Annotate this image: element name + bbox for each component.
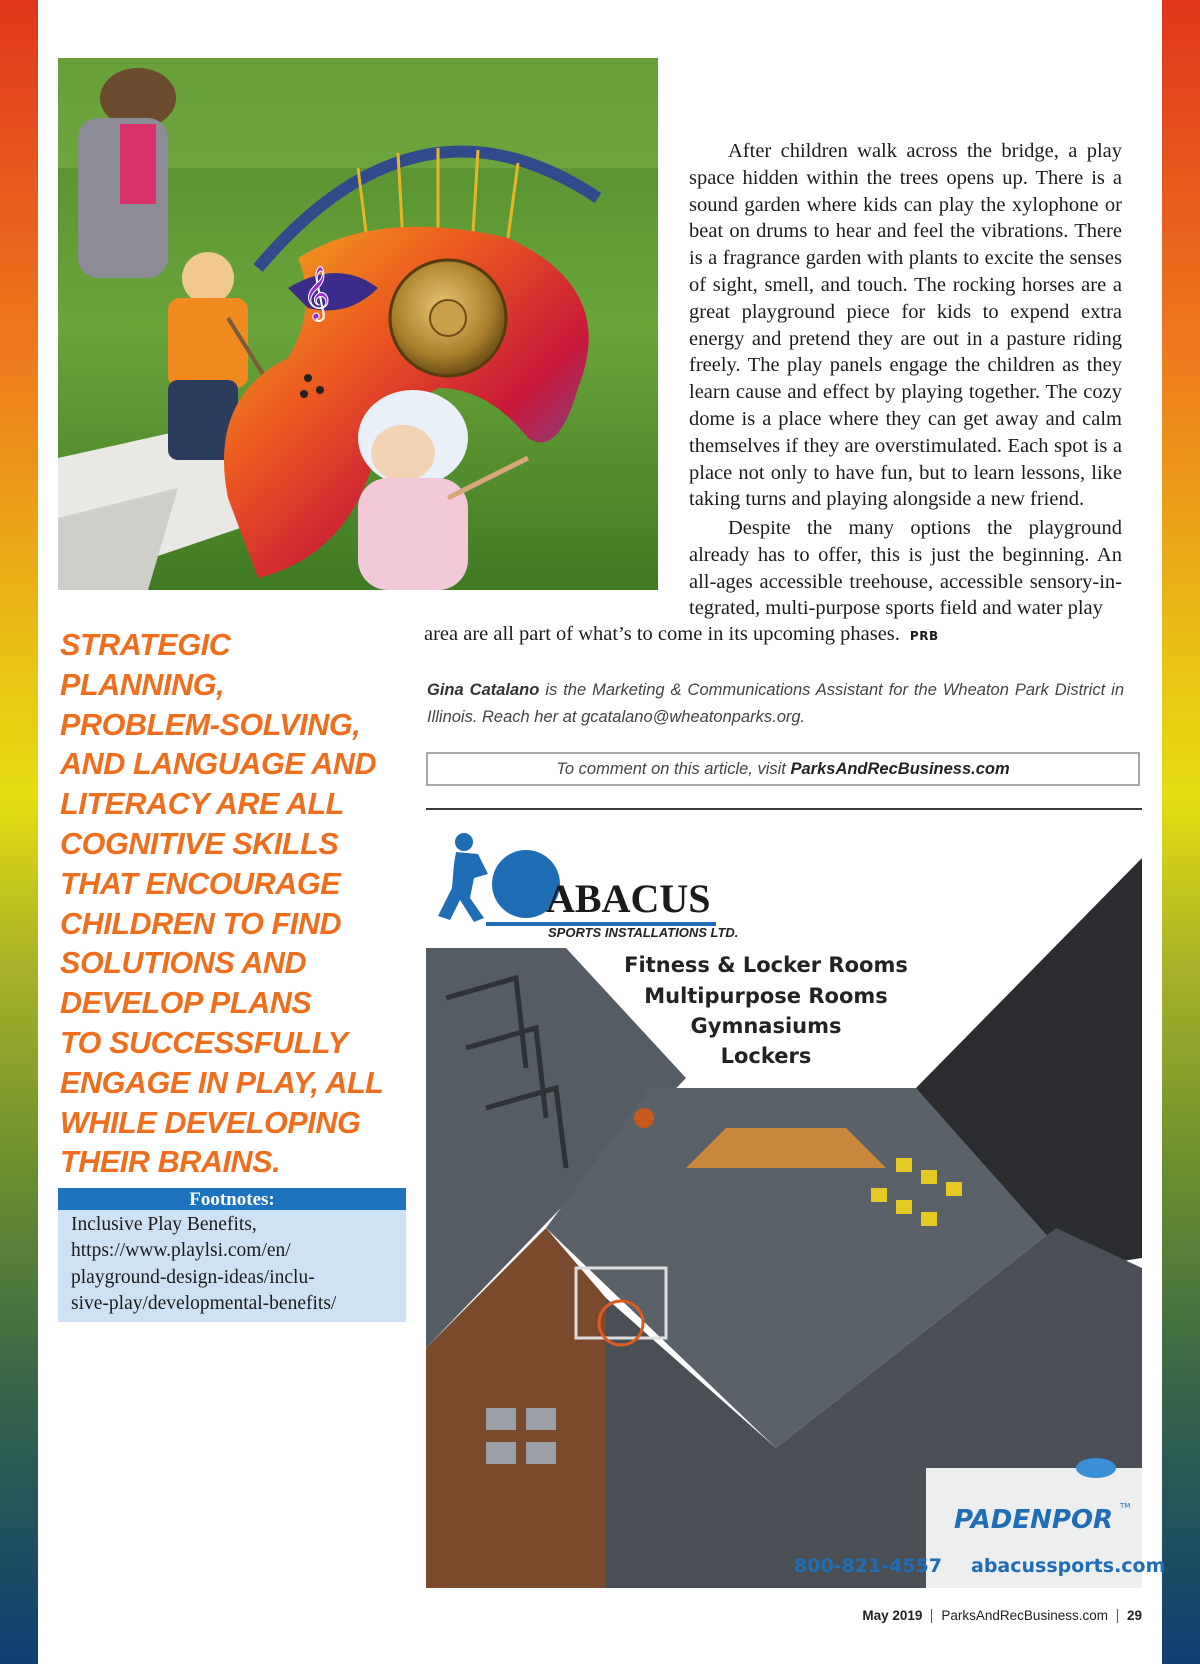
footnotes-box — [58, 1188, 406, 1322]
footnotes-text: Inclusive Play Benefits, https://www.playlsi.com/en/ playground-design-ideas/inclu- sive-play/developmental-benefits/ — [71, 1214, 337, 1314]
end-mark: PRB — [909, 629, 939, 643]
article-paragraph-2-tail: area are all part of what’s to come in its upcoming phases. — [424, 623, 900, 645]
page-number: 29 — [1126, 1608, 1142, 1623]
footer-issue: May 2019 — [862, 1608, 923, 1623]
divider-rule — [426, 808, 1142, 810]
footer-site: ParksAndRecBusiness.com — [941, 1608, 1108, 1623]
comment-prefix: To comment on this article, visit — [556, 760, 791, 778]
comment-callout — [426, 752, 1140, 786]
abacus-advertisement — [426, 828, 1166, 1588]
ad-subtitle: SPORTS INSTALLATIONS LTD. — [548, 925, 739, 940]
author-bio — [427, 677, 1124, 731]
svg-text:𝄞: 𝄞 — [303, 265, 331, 319]
ad-phone: 800-821-4557 — [794, 1555, 942, 1577]
playground-photo — [58, 58, 658, 590]
author-bio-text: is the Marketing & Communications Assistant for the Wheaton Park District in Illinois. Reach her at gcatalano@wheatonparks.org. — [427, 681, 1124, 726]
padenpor-logo-icon — [1076, 1458, 1116, 1478]
ad-service-4: Lockers — [720, 1044, 812, 1068]
ad-partner-tm: TM — [1120, 1502, 1131, 1510]
footer-separator — [1117, 1609, 1118, 1623]
pull-quote: STRATEGIC PLANNING, PROBLEM-SOLVING, AND LANGUAGE AND LITERACY ARE ALL COGNITIVE SKILLS THAT ENCOURAGE CHILDREN TO FIND SOLUTIONS AND DEVELOP PLANS TO SUCCESSFULLY ENGAGE IN PLAY, ALL WHILE DEVELOPING THEIR BRAINS. — [60, 628, 384, 1180]
footer-separator — [931, 1609, 932, 1623]
author-name: Gina Catalano — [427, 681, 540, 699]
ad-service-1: Fitness & Locker Rooms — [624, 953, 908, 977]
ad-service-3: Gymnasiums — [690, 1014, 842, 1038]
right-color-strip — [1162, 0, 1200, 1664]
article-paragraph-2: Despite the many options the playground already has to offer, this is just the beginning. An all-ages accessible treehouse, accessible sensory-in-tegrated, multi-purpose sports field and water play — [689, 517, 1122, 620]
ad-brand: ABACUS — [546, 876, 711, 921]
ad-partner: PADENPOR — [954, 1505, 1114, 1535]
ad-website: abacussports.com — [971, 1555, 1166, 1577]
comment-link[interactable]: ParksAndRecBusiness.com — [790, 760, 1010, 778]
page-footer — [862, 1608, 1142, 1623]
footnotes-title: Footnotes: — [58, 1188, 406, 1210]
article-paragraph-2-end — [424, 621, 1124, 650]
ad-service-2: Multipurpose Rooms — [644, 984, 888, 1008]
article-paragraph-1: After children walk across the bridge, a play space hidden within the trees opens up. There is a sound garden where kids can play the xylophone or beat on drums to hear and feel the vibrations. There is a fragrance garden with plants to excite the senses of sight, smell, and touch. The rocking horses are a great playground piece for kids to expend extra energy and pretend they are out in a pasture riding freely. The play panels engage the children as they learn cause and effect by playing together. The cozy dome is a place where they can get away and calm themselves if they are overstimulated. Each spot is a place not only to have fun, but to learn lessons, like taking turns and playing alongside a new friend. — [689, 140, 1122, 511]
left-color-strip — [0, 0, 38, 1664]
